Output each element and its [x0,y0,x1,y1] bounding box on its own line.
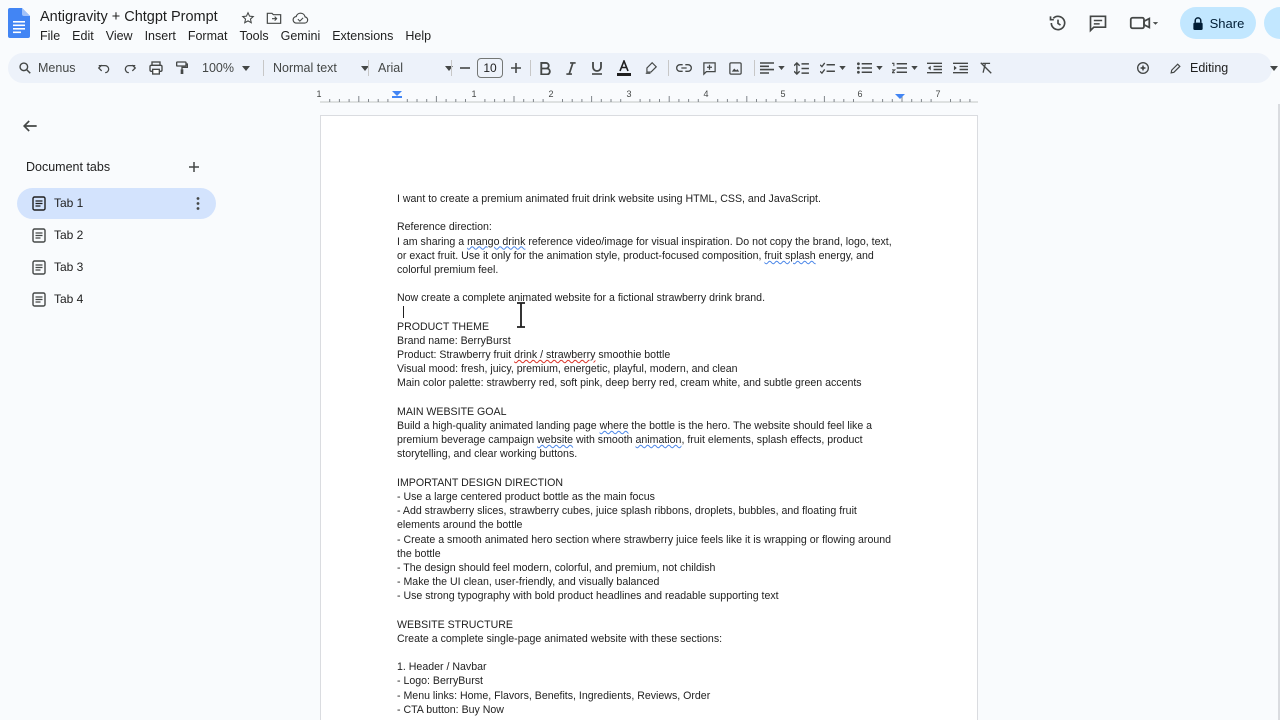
share-button[interactable] [1180,7,1256,39]
decrease-indent-icon[interactable] [927,53,942,83]
text-run: , fruit elements, splash effects, product [681,434,863,447]
search-menus-button[interactable] [14,53,76,83]
text-line[interactable] [397,320,917,334]
tab-label: Tab 2 [54,228,84,242]
menu-extensions[interactable]: Extensions [332,29,394,43]
spellcheck-word: mango drink [467,235,526,248]
document-tabs-title: Document tabs [26,160,111,174]
text-line[interactable] [397,263,917,277]
font-value: Arial [378,61,404,75]
print-icon[interactable] [148,53,164,83]
blank-line[interactable] [397,206,917,220]
menu-edit[interactable]: Edit [72,29,94,43]
meet-video-icon[interactable] [1122,6,1166,40]
move-folder-icon[interactable] [264,10,284,26]
share-dropdown-button[interactable] [1264,7,1280,39]
font-size-input[interactable]: 10 [477,58,503,78]
checklist-select[interactable] [820,53,846,83]
docs-logo-icon[interactable] [8,8,30,38]
ruler-label: 1 [316,89,322,99]
text-line[interactable] [397,504,917,518]
text-run: WEBSITE STRUCTURE [397,618,513,631]
sidebar-tab-4[interactable] [17,284,216,315]
text-line[interactable] [397,192,917,206]
text-run: IMPORTANT DESIGN DIRECTION [397,476,563,489]
bulleted-list-icon [857,62,872,74]
menu-help[interactable]: Help [405,29,432,43]
text-line[interactable] [397,348,917,362]
blank-line[interactable] [397,462,917,476]
document-tabs-sidebar [0,104,260,720]
text-line[interactable] [397,518,917,532]
undo-icon[interactable] [97,53,111,83]
tab-document-icon [32,260,46,275]
blank-line[interactable] [397,277,917,291]
numbered-list-icon [892,62,907,74]
redo-icon[interactable] [123,53,137,83]
text-cursor [403,306,404,318]
toolbar-divider [668,60,669,76]
gemini-assist-icon[interactable] [1135,53,1151,83]
horizontal-ruler[interactable] [0,86,1280,104]
ruler-label: 4 [703,89,709,99]
menu-insert[interactable]: Insert [144,29,176,43]
text-run: Build a high-quality animated landing page [397,420,600,432]
insert-link-icon[interactable] [676,53,692,83]
blank-line[interactable] [397,391,917,405]
chevron-down-icon [242,66,250,71]
tab-label: Tab 4 [54,292,84,306]
chevron-down-icon [876,66,883,70]
text-line[interactable] [397,376,917,390]
text-run: - Use strong typography with bold product headlines and readable supporting text [397,590,779,603]
more-options-icon[interactable] [196,196,200,211]
mouse-ibeam-cursor-icon [514,300,528,330]
text-line[interactable] [397,703,917,717]
text-run: MAIN WEBSITE GOAL [397,405,507,418]
align-select[interactable] [760,53,785,83]
text-run: - Create a smooth animated hero section where strawberry juice feels like it is wrapping or flowing around [397,533,892,546]
text-line[interactable] [397,291,917,305]
text-color-icon[interactable] [617,53,631,83]
text-line[interactable] [397,490,917,504]
text-run: - Add strawberry slices, strawberry cubes, juice splash ribbons, droplets, bubbles, and floating fruit [397,505,857,518]
text-run: Visual mood: fresh, juicy, premium, energetic, playful, modern, and clean [397,363,738,376]
increase-indent-icon[interactable] [953,53,968,83]
text-line[interactable] [397,660,917,674]
text-run: reference video/image for visual inspiration. Do not copy the brand, logo, text, [525,235,892,248]
text-line[interactable] [397,362,917,376]
menu-tools[interactable]: Tools [239,29,269,43]
toolbar-divider [368,60,369,76]
text-run: - Use a large centered product bottle as the main focus [397,490,655,503]
text-run: Main color palette: strawberry red, soft pink, deep berry red, cream white, and subtle green accents [397,377,862,390]
text-run: premium beverage campaign [397,434,538,447]
increase-font-size-icon[interactable] [510,53,522,83]
menus-label: Menus [38,61,76,75]
text-line[interactable] [397,476,917,490]
menu-gemini[interactable]: Gemini [280,29,321,43]
ruler-label: 6 [857,89,863,99]
text-line[interactable] [397,405,917,419]
style-value: Normal text [273,61,337,75]
text-run: I am sharing a [397,235,468,248]
text-line[interactable] [397,220,917,234]
numbered-list-select[interactable] [892,53,918,83]
spellcheck-word: drink / strawberry [514,349,596,362]
sidebar-tab-1[interactable] [17,188,216,219]
first-line-indent-marker[interactable] [392,91,402,96]
tab-label: Tab 1 [54,196,84,210]
text-run: Reference direction: [397,221,492,234]
paint-format-icon[interactable] [174,53,190,83]
text-run: or exact fruit. Use it only for the animation style, product-focused composition, [397,249,765,262]
underline-icon[interactable] [591,53,603,83]
comments-icon[interactable] [1080,6,1116,40]
highlight-color-icon[interactable] [644,53,658,83]
add-tab-icon[interactable] [186,159,202,175]
tab-document-icon [32,228,46,243]
text-line[interactable] [397,632,917,646]
blank-line[interactable] [397,306,917,320]
italic-icon[interactable] [565,53,577,83]
text-run: Now create a complete animated website for a fictional strawberry drink brand. [397,292,766,305]
zoom-value: 100% [202,61,234,75]
clear-formatting-icon[interactable] [979,53,993,83]
text-run: Create a complete single-page animated website with these sections: [397,632,723,645]
ruler-label: 5 [780,89,786,99]
text-run: the bottle [397,547,441,560]
spellcheck-word: animation [635,434,682,447]
left-indent-marker[interactable] [392,96,402,98]
align-left-icon [760,62,774,74]
document-title[interactable]: Antigravity + Chtgpt Prompt [40,9,218,25]
text-run: smoothie bottle [595,349,671,362]
blank-line[interactable] [397,646,917,660]
cloud-saved-icon[interactable] [290,10,310,26]
toolbar-divider [530,60,531,76]
text-run: storytelling, and clear working buttons. [397,448,578,461]
text-run: - Menu links: Home, Flavors, Benefits, Ingredients, Reviews, Order [397,689,711,702]
tab-document-icon [32,292,46,307]
chevron-down-icon [911,66,918,70]
spellcheck-word: fruit splash [764,249,816,262]
paragraph-style-select[interactable] [273,53,369,83]
bold-icon[interactable] [539,53,551,83]
formatting-toolbar [8,53,1272,83]
editing-mode-label: Editing [1190,61,1229,75]
toolbar-divider [263,60,264,76]
sidebar-tab-2[interactable] [17,220,216,251]
insert-image-icon[interactable] [728,53,743,83]
line-spacing-icon[interactable] [794,53,809,83]
text-run: the bottle is the hero. The website should feel like a [628,420,873,432]
text-run: - Make the UI clean, user-friendly, and visually balanced [397,576,660,589]
decrease-font-size-icon[interactable] [459,53,471,83]
share-label: Share [1209,15,1245,31]
version-history-icon[interactable] [1040,6,1076,40]
tab-label: Tab 3 [54,260,84,274]
text-line[interactable] [397,618,917,632]
text-run: energy, and [815,249,874,262]
ruler-label: 7 [935,89,941,99]
ruler-label: 2 [548,89,554,99]
pencil-icon [1169,62,1182,75]
star-icon[interactable] [238,10,258,26]
blank-line[interactable] [397,603,917,617]
font-select[interactable] [378,53,453,83]
document-body[interactable] [397,192,917,717]
add-comment-icon[interactable] [702,53,717,83]
text-run: - Logo: BerryBurst [397,675,483,688]
text-line[interactable] [397,249,917,263]
text-line[interactable] [397,419,917,433]
text-line[interactable] [397,433,917,447]
sidebar-tab-3[interactable] [17,252,216,283]
text-run: - The design should feel modern, colorful, and premium, not childish [397,561,716,574]
text-run: 1. Header / Navbar [397,661,487,674]
chevron-down-icon [839,66,846,70]
menu-format[interactable]: Format [187,29,228,43]
text-line[interactable] [397,235,917,249]
ruler-label: 3 [626,89,632,99]
text-run: Product: Strawberry fruit [397,349,515,362]
tab-document-icon [32,196,46,211]
text-line[interactable] [397,547,917,561]
text-line[interactable] [397,674,917,688]
text-run: elements around the bottle [397,519,523,532]
text-line[interactable] [397,334,917,348]
right-indent-marker[interactable] [895,94,905,99]
text-line[interactable] [397,447,917,461]
bulleted-list-select[interactable] [857,53,883,83]
spellcheck-word: website [537,434,574,447]
text-run: - CTA button: Buy Now [397,703,504,716]
toolbar-divider [451,60,452,76]
text-line[interactable] [397,589,917,603]
chevron-down-icon [778,66,785,70]
editing-mode-select[interactable] [1169,53,1278,83]
lock-icon [1192,17,1204,30]
zoom-select[interactable] [202,53,250,83]
ruler-label: 1 [471,89,477,99]
text-run: with smooth [573,434,636,447]
chevron-down-icon [1270,66,1278,71]
text-line[interactable] [397,561,917,575]
toolbar-divider [754,60,755,76]
menu-file[interactable]: File [40,29,61,43]
menu-bar [34,28,437,44]
back-arrow-icon[interactable] [20,116,40,136]
text-run: colorful premium feel. [397,263,499,276]
title-bar [0,0,1280,52]
text-line[interactable] [397,533,917,547]
search-icon [18,61,32,75]
checklist-icon [820,62,835,75]
menu-view[interactable]: View [105,29,133,43]
text-line[interactable] [397,575,917,589]
text-run: Brand name: BerryBurst [397,334,511,347]
spellcheck-word: where [599,420,629,432]
text-line[interactable] [397,689,917,703]
text-run: PRODUCT THEME [397,320,490,333]
text-run: I want to create a premium animated fruit drink website using HTML, CSS, and JavaScript. [397,193,821,205]
